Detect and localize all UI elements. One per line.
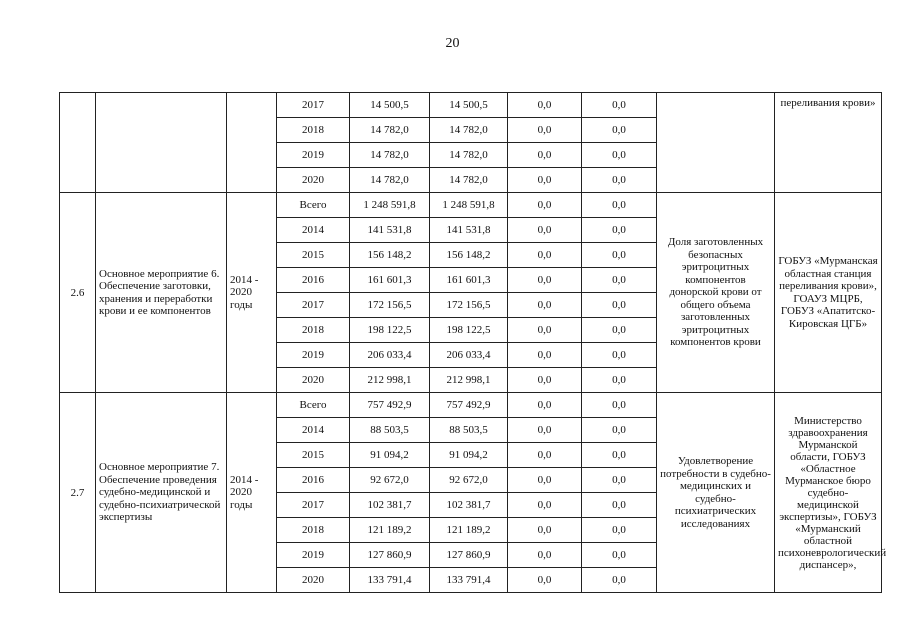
budget-cell: 156 148,2 xyxy=(430,243,508,268)
year-cell: 2018 xyxy=(277,318,350,343)
value-cell: 0,0 xyxy=(508,318,582,343)
total-cell: 206 033,4 xyxy=(350,343,430,368)
budget-cell: 161 601,3 xyxy=(430,268,508,293)
value-cell: 0,0 xyxy=(582,468,657,493)
budget-cell: 172 156,5 xyxy=(430,293,508,318)
budget-cell: 88 503,5 xyxy=(430,418,508,443)
executor-text: ГОБУЗ «Мурманская областная станция переливания крови», ГОАУЗ МЦРБ, ГОБУЗ «Апатитско-Кировская ЦГБ» xyxy=(775,193,882,393)
budget-cell: 198 122,5 xyxy=(430,318,508,343)
total-cell: 102 381,7 xyxy=(350,493,430,518)
budget-cell: 14 782,0 xyxy=(430,168,508,193)
year-cell: 2014 xyxy=(277,218,350,243)
value-cell: 0,0 xyxy=(508,568,582,593)
year-cell: 2020 xyxy=(277,168,350,193)
value-cell: 0,0 xyxy=(582,493,657,518)
total-cell: 212 998,1 xyxy=(350,368,430,393)
year-cell: 2015 xyxy=(277,243,350,268)
budget-cell: 757 492,9 xyxy=(430,393,508,418)
value-cell: 0,0 xyxy=(582,218,657,243)
value-cell: 0,0 xyxy=(582,243,657,268)
year-cell: 2016 xyxy=(277,468,350,493)
year-cell: Всего xyxy=(277,193,350,218)
value-cell: 0,0 xyxy=(582,193,657,218)
year-cell: 2015 xyxy=(277,443,350,468)
budget-cell: 102 381,7 xyxy=(430,493,508,518)
budget-cell: 14 500,5 xyxy=(430,93,508,118)
total-cell: 161 601,3 xyxy=(350,268,430,293)
table-row xyxy=(60,93,882,118)
budget-cell: 141 531,8 xyxy=(430,218,508,243)
total-cell: 757 492,9 xyxy=(350,393,430,418)
year-cell: 2019 xyxy=(277,143,350,168)
value-cell: 0,0 xyxy=(508,268,582,293)
value-cell: 0,0 xyxy=(508,168,582,193)
value-cell: 0,0 xyxy=(508,93,582,118)
year-cell: 2017 xyxy=(277,493,350,518)
year-cell: 2017 xyxy=(277,93,350,118)
value-cell: 0,0 xyxy=(582,318,657,343)
value-cell: 0,0 xyxy=(582,293,657,318)
value-cell: 0,0 xyxy=(508,443,582,468)
total-cell: 141 531,8 xyxy=(350,218,430,243)
value-cell: 0,0 xyxy=(582,143,657,168)
total-cell: 88 503,5 xyxy=(350,418,430,443)
executor-text: Министерство здравоохранения Мурманской области, ГОБУЗ «Областное Мурманское бюро судебно-медицинской экспертизы», ГОБУЗ «Мурманский областной психоневрологический диспансер», xyxy=(775,393,882,593)
value-cell: 0,0 xyxy=(582,393,657,418)
year-cell: 2014 xyxy=(277,418,350,443)
total-cell: 172 156,5 xyxy=(350,293,430,318)
value-cell: 0,0 xyxy=(582,418,657,443)
value-cell: 0,0 xyxy=(508,343,582,368)
measure-name: Основное мероприятие 7. Обеспечение проведения судебно-медицинской и судебно-психиатрической экспертизы xyxy=(96,393,227,593)
measure-period: 2014 - 2020 годы xyxy=(227,393,277,593)
total-cell: 133 791,4 xyxy=(350,568,430,593)
year-cell: 2020 xyxy=(277,568,350,593)
total-cell: 198 122,5 xyxy=(350,318,430,343)
measure-number: 2.7 xyxy=(60,393,96,593)
value-cell: 0,0 xyxy=(582,368,657,393)
total-cell: 14 782,0 xyxy=(350,168,430,193)
value-cell: 0,0 xyxy=(508,218,582,243)
total-cell: 91 094,2 xyxy=(350,443,430,468)
num-cell xyxy=(60,93,96,193)
budget-cell: 91 094,2 xyxy=(430,443,508,468)
total-cell: 156 148,2 xyxy=(350,243,430,268)
value-cell: 0,0 xyxy=(508,243,582,268)
value-cell: 0,0 xyxy=(508,293,582,318)
budget-cell: 212 998,1 xyxy=(430,368,508,393)
value-cell: 0,0 xyxy=(582,443,657,468)
measure-number: 2.6 xyxy=(60,193,96,393)
budget-cell: 127 860,9 xyxy=(430,543,508,568)
table-row xyxy=(60,193,882,218)
year-cell: 2019 xyxy=(277,543,350,568)
budget-cell: 92 672,0 xyxy=(430,468,508,493)
budget-cell: 133 791,4 xyxy=(430,568,508,593)
year-cell: 2017 xyxy=(277,293,350,318)
value-cell: 0,0 xyxy=(508,118,582,143)
budget-cell: 206 033,4 xyxy=(430,343,508,368)
executor-cell xyxy=(775,93,882,193)
indicator-cell xyxy=(657,93,775,193)
budget-cell: 14 782,0 xyxy=(430,143,508,168)
value-cell: 0,0 xyxy=(582,343,657,368)
year-cell: 2016 xyxy=(277,268,350,293)
value-cell: 0,0 xyxy=(582,93,657,118)
budget-cell: 121 189,2 xyxy=(430,518,508,543)
total-cell: 14 782,0 xyxy=(350,118,430,143)
value-cell: 0,0 xyxy=(508,418,582,443)
total-cell: 127 860,9 xyxy=(350,543,430,568)
year-cell: 2018 xyxy=(277,118,350,143)
value-cell: 0,0 xyxy=(508,543,582,568)
budget-cell: 1 248 591,8 xyxy=(430,193,508,218)
total-cell: 92 672,0 xyxy=(350,468,430,493)
value-cell: 0,0 xyxy=(582,268,657,293)
budget-cell: 14 782,0 xyxy=(430,118,508,143)
value-cell: 0,0 xyxy=(508,368,582,393)
value-cell: 0,0 xyxy=(508,518,582,543)
value-cell: 0,0 xyxy=(508,493,582,518)
executor-text: переливания крови» xyxy=(780,97,876,109)
total-cell: 1 248 591,8 xyxy=(350,193,430,218)
value-cell: 0,0 xyxy=(582,518,657,543)
value-cell: 0,0 xyxy=(508,468,582,493)
indicator-text: Доля заготовленных безопасных эритроцитных компонентов донорской крови от общего объема заготовленных эритроцитных компонентов крови xyxy=(657,193,775,393)
value-cell: 0,0 xyxy=(582,543,657,568)
year-cell: 2020 xyxy=(277,368,350,393)
total-cell: 121 189,2 xyxy=(350,518,430,543)
period-cell xyxy=(227,93,277,193)
name-cell xyxy=(96,93,227,193)
year-cell: Всего xyxy=(277,393,350,418)
value-cell: 0,0 xyxy=(582,168,657,193)
page-number: 20 xyxy=(445,36,460,51)
table-row xyxy=(60,393,882,418)
value-cell: 0,0 xyxy=(582,118,657,143)
value-cell: 0,0 xyxy=(582,568,657,593)
value-cell: 0,0 xyxy=(508,143,582,168)
total-cell: 14 782,0 xyxy=(350,143,430,168)
program-table xyxy=(59,92,887,593)
indicator-text: Удовлетворение потребности в судебно-медицинских и судебно-психиатрических исследованиях xyxy=(657,393,775,593)
measure-name: Основное мероприятие 6. Обеспечение заготовки, хранения и переработки крови и ее компонентов xyxy=(96,193,227,393)
value-cell: 0,0 xyxy=(508,393,582,418)
year-cell: 2019 xyxy=(277,343,350,368)
measure-period: 2014 - 2020 годы xyxy=(227,193,277,393)
total-cell: 14 500,5 xyxy=(350,93,430,118)
value-cell: 0,0 xyxy=(508,193,582,218)
year-cell: 2018 xyxy=(277,518,350,543)
